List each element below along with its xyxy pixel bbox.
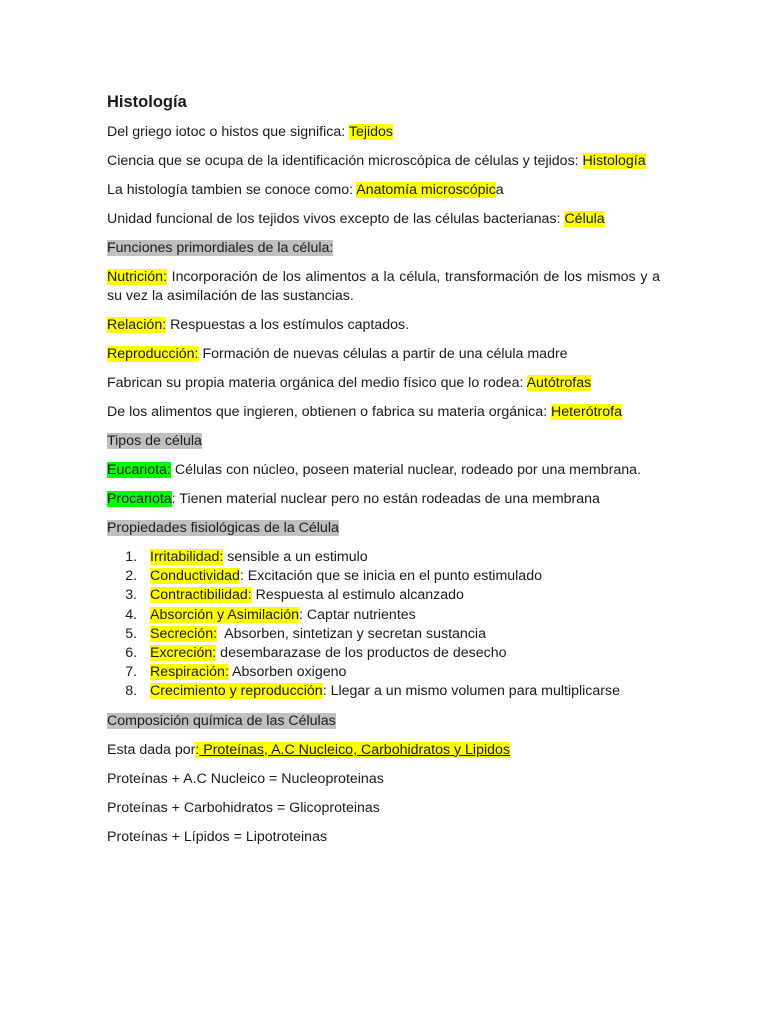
paragraph-autotrofas: [107, 374, 660, 393]
list-item-text: sensible a un estimulo: [223, 549, 368, 565]
paragraph-unit: [107, 210, 660, 229]
list-item: [141, 548, 660, 567]
highlight-term: Autótrofas: [526, 375, 592, 391]
paragraph-text: Formación de nuevas células a partir de una célula madre: [198, 346, 568, 362]
paragraph-text: Ciencia que se ocupa de la identificación microscópica de células y tejidos:: [107, 153, 583, 169]
section-heading-text: Funciones primordiales de la célula:: [107, 240, 334, 256]
highlight-term: Reproducción:: [107, 346, 199, 362]
list-item: [141, 682, 660, 701]
function-relacion: [107, 316, 660, 335]
highlight-term: :: [195, 741, 200, 758]
list-item-text: Absorben oxigeno: [228, 664, 347, 681]
highlight-term: Secreción:: [150, 625, 218, 642]
composition-glicoproteinas: Proteínas + Carbohidratos = Glicoproteinas: [107, 799, 380, 816]
section-heading-composicion: [107, 712, 660, 731]
highlight-term: Célula: [564, 211, 605, 227]
highlight-term: Irritabilidad:: [150, 549, 224, 565]
highlight-term: Relación:: [107, 317, 167, 333]
function-reproduccion: [107, 345, 660, 364]
section-heading-text: Tipos de célula: [107, 433, 202, 449]
paragraph-heterotrofa: [107, 403, 660, 422]
list-item: [141, 663, 660, 682]
paragraph-text: Del griego iotoc o histos que significa:: [107, 124, 349, 140]
paragraph-text: Incorporación de los alimentos a la célula, transformación de los mismos y a su vez la asimilación de las sustancias.: [107, 269, 660, 304]
section-heading-propiedades: [107, 519, 660, 538]
highlight-term: Crecimiento y reproducción: [150, 683, 323, 700]
composition-intro: [107, 741, 660, 760]
highlight-term: Respiración:: [150, 664, 229, 681]
paragraph-text: De los alimentos que ingieren, obtienen o fabrica su materia orgánica:: [107, 404, 552, 420]
highlight-term: Proteínas, A.C Nucleico, Carbohidratos y Lipidos: [199, 741, 511, 758]
list-item: [141, 606, 660, 625]
paragraph-text: Respuestas a los estímulos captados.: [166, 317, 410, 333]
list-item: [141, 644, 660, 663]
section-heading-text: Propiedades fisiológicas de la Célula: [107, 520, 339, 536]
highlight-term: Histología: [582, 153, 646, 169]
paragraph-text: Fabrican su propia materia orgánica del medio físico que lo rodea:: [107, 375, 527, 391]
highlight-term: Procariota: [107, 491, 172, 507]
list-item-text: Absorben, sintetizan y secretan sustancia: [217, 625, 486, 642]
list-item-text: desembarazase de los productos de desecho: [216, 645, 507, 662]
highlight-term: Absorción y Asimilación: [150, 606, 300, 623]
paragraph-definition: [107, 152, 660, 171]
paragraph-text: Células con núcleo, poseen material nuclear, rodeado por una membrana.: [170, 462, 641, 478]
list-item: [141, 567, 660, 586]
list-item: [141, 586, 660, 605]
document-body: [107, 92, 660, 857]
type-eucariota: [107, 461, 660, 480]
function-nutricion: [107, 268, 660, 306]
section-heading-text: Composición química de las Células: [107, 712, 336, 729]
highlight-term: Heterótrofa: [551, 404, 622, 420]
type-procariota: [107, 490, 660, 509]
page-title: Histología: [107, 93, 187, 111]
list-item-text: : Excitación que se inicia en el punto estimulado: [239, 568, 542, 585]
highlight-term: Contractibilidad:: [150, 587, 252, 604]
list-item-text: : Llegar a un mismo volumen para multiplicarse: [322, 683, 620, 700]
highlight-term: Tejidos: [348, 124, 394, 140]
paragraph-text: : Tienen material nuclear pero no están rodeadas de una membrana: [171, 491, 600, 507]
composition-lipotroteinas: Proteínas + Lípidos = Lipotroteinas: [107, 828, 328, 845]
paragraph-alias: [107, 181, 660, 200]
paragraph-text: a: [495, 182, 504, 198]
highlight-term: Conductividad: [150, 568, 240, 585]
paragraph-text: Unidad funcional de los tejidos vivos excepto de las células bacterianas:: [107, 211, 565, 227]
paragraph-text: Esta dada por: [107, 741, 196, 758]
section-heading-funciones: [107, 239, 660, 258]
highlight-term: Excreción:: [150, 645, 217, 662]
list-item-text: : Captar nutrientes: [299, 606, 416, 623]
composition-nucleoproteinas: Proteínas + A.C Nucleico = Nucleoproteinas: [107, 770, 384, 787]
paragraph-etymology: [107, 123, 660, 142]
section-heading-tipos: [107, 432, 660, 451]
highlight-term: Anatomía microscópic: [356, 182, 496, 198]
list-item-text: Respuesta al estimulo alcanzado: [251, 587, 464, 604]
highlight-term: Eucariota:: [107, 462, 171, 478]
paragraph-text: La histología tambien se conoce como:: [107, 182, 357, 198]
highlight-term: Nutrición:: [107, 269, 167, 285]
list-item: [141, 625, 660, 644]
properties-list: [107, 548, 660, 702]
